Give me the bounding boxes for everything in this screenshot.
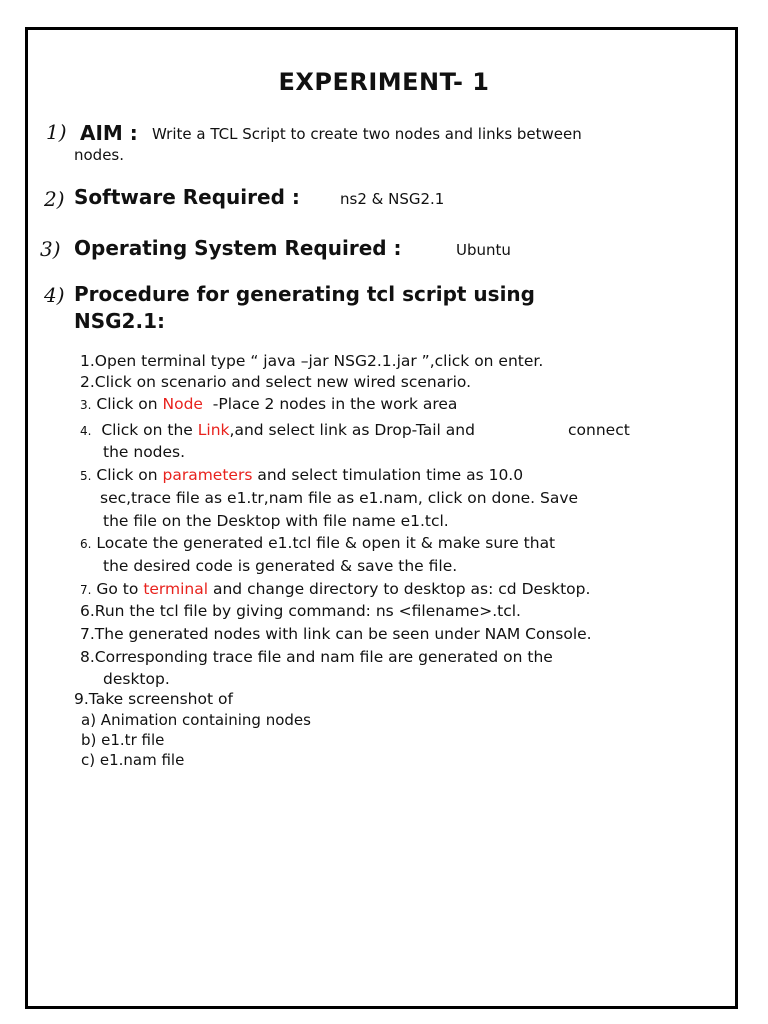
- section-3-number: 3): [40, 237, 61, 261]
- step-6-number: 6.: [80, 537, 92, 551]
- step-9: 7.The generated nodes with link can be seen under NAM Console.: [80, 625, 592, 643]
- step-4-cont: the nodes.: [103, 443, 186, 461]
- step-5-highlight: parameters: [162, 466, 253, 484]
- os-label: Operating System Required :: [74, 236, 402, 260]
- step-11: 9.Take screenshot of: [74, 690, 233, 708]
- step-6-cont: the desired code is generated & save the file.: [103, 557, 458, 575]
- aim-text-cont: nodes.: [74, 146, 125, 164]
- step-1: 1.Open terminal type “ java –jar NSG2.1.jar ”,click on enter.: [80, 352, 544, 370]
- step-10-cont: desktop.: [103, 670, 170, 688]
- step-7-highlight: terminal: [143, 580, 209, 598]
- step-4-pre: Click on the: [101, 421, 198, 439]
- section-1-number: 1): [46, 120, 67, 144]
- step-7-pre: Go to: [96, 580, 144, 598]
- subitem-a: a) Animation containing nodes: [81, 711, 311, 729]
- step-7-post: and change directory to desktop as: cd Desktop.: [208, 580, 591, 598]
- step-3: [80, 395, 457, 413]
- step-3-highlight: Node: [162, 395, 203, 413]
- software-text: ns2 & NSG2.1: [340, 190, 445, 208]
- step-7: [80, 580, 590, 598]
- step-3-post: -Place 2 nodes in the work area: [202, 395, 458, 413]
- procedure-label-cont: NSG2.1:: [74, 309, 165, 333]
- step-10: 8.Corresponding trace file and nam file are generated on the: [80, 648, 553, 666]
- aim-text: Write a TCL Script to create two nodes and links between: [152, 125, 582, 143]
- step-5-number: 5.: [80, 469, 92, 483]
- step-4-connect: connect: [568, 421, 630, 439]
- step-2: 2.Click on scenario and select new wired scenario.: [80, 373, 472, 391]
- section-2-number: 2): [44, 187, 65, 211]
- subitem-b: b) e1.tr file: [81, 731, 165, 749]
- step-3-pre: Click on: [96, 395, 163, 413]
- step-6: [80, 534, 555, 552]
- step-5-pre: Click on: [96, 466, 163, 484]
- aim-label: AIM :: [80, 121, 138, 145]
- procedure-label: Procedure for generating tcl script using: [74, 282, 535, 306]
- step-5-cont-2: the file on the Desktop with file name e1.tcl.: [103, 512, 449, 530]
- step-5-cont-1: sec,trace file as e1.tr,nam file as e1.nam, click on done. Save: [100, 489, 579, 507]
- page-title: EXPERIMENT- 1: [278, 68, 490, 96]
- step-7-number: 7.: [80, 583, 92, 597]
- step-3-number: 3.: [80, 398, 92, 412]
- step-4: [80, 421, 475, 439]
- software-label: Software Required :: [74, 185, 300, 209]
- subitem-c: c) e1.nam file: [81, 751, 185, 769]
- step-5-post: and select timulation time as 10.0: [252, 466, 524, 484]
- step-6-text: Locate the generated e1.tcl file & open it & make sure that: [96, 534, 556, 552]
- step-4-highlight: Link: [197, 421, 230, 439]
- os-text: Ubuntu: [456, 241, 511, 259]
- step-8: 6.Run the tcl file by giving command: ns <filename>.tcl.: [80, 602, 521, 620]
- step-4-post: ,and select link as Drop-Tail and: [229, 421, 475, 439]
- section-4-number: 4): [44, 283, 65, 307]
- step-5: [80, 466, 523, 484]
- step-4-number: 4.: [80, 424, 92, 438]
